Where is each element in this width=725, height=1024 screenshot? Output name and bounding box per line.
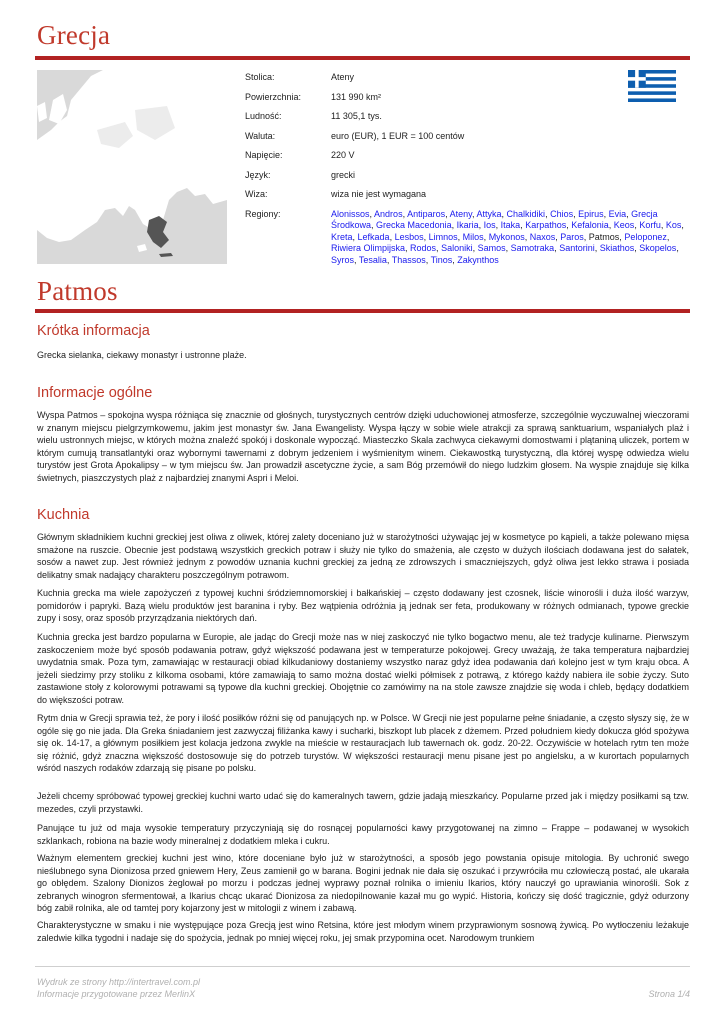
region-link[interactable]: Korfu xyxy=(639,220,661,230)
region-link[interactable]: Tesalia xyxy=(358,254,387,265)
greek-flag-icon xyxy=(628,70,676,102)
region-link[interactable]: Keos xyxy=(613,220,635,230)
fact-label: Wiza: xyxy=(245,189,268,199)
region-link[interactable]: Paros xyxy=(560,231,584,242)
region-link[interactable]: Itaka xyxy=(500,220,521,230)
fact-label: Waluta: xyxy=(245,130,276,141)
region-link[interactable]: Epirus xyxy=(578,208,604,219)
region-link[interactable]: Kreta xyxy=(331,231,353,242)
fact-value: 11 305,1 tys. xyxy=(331,111,382,121)
cuisine-paragraph: Rytm dnia w Grecji sprawia też, że pory i ilość posiłków różni się od panujących np. w Polsce. W Grecji nie jest popularne pełne śniadanie, a często słyszy się, że w ogóle się go nie jada. Dla Greka śniadaniem jest zazwyczaj filiżanka kawy i sucharki, biszkopt lub placek z dżemem. Przed południem kiedy dokucza głód spożywa się ok. 14-17, a głównym posiłkiem jest kolacja jedzona zwykle na mieście w restauracjach lub tawernach ok. godz. 20-22. Oczywiście w hotelach rytm ten może się różnić, gdyż znaczna większość dostosowuje się do potrzeb turystów. W większości restauracji menu pisane jest po angielsku, a w kurortach popularnych wśród naszych rodaków zdarzają się pisane po polsku. xyxy=(37,713,689,774)
region-link[interactable]: Saloniki xyxy=(441,243,473,253)
general-info-heading: Informacje ogólne xyxy=(37,385,153,401)
region-link[interactable]: Tinos xyxy=(430,254,453,265)
footer-page-number: Strona 1/4 xyxy=(648,989,690,999)
facts-row xyxy=(245,189,690,209)
region-link[interactable]: Thassos xyxy=(391,254,426,265)
region-link[interactable]: Chalkidiki xyxy=(506,208,546,219)
region-link[interactable]: Andros xyxy=(374,208,403,219)
region-link[interactable]: Riwiera Olimpijska xyxy=(331,243,406,253)
region-link[interactable]: Skopelos xyxy=(639,243,677,253)
short-info-text: Grecka sielanka, ciekawy monastyr i ustronne plaże. xyxy=(37,350,247,360)
destination-title: Patmos xyxy=(37,276,118,306)
cuisine-paragraph: Ważnym elementem greckiej kuchni jest wino, które doceniane było już w starożytności, a sposób jego powstania opisuje mitologia. By uchronić swego nieślubnego syna Dionizosa przed gniewem Hery, Zeus zamienił go w barana. Bogini jednak nie dała się oszukać i przywróciła mu człowieczą postać, ale ukarała go obłędem. Szalony Dionizos żeglował po morzu i podczas jednej wyprawy poznał rolnika o imieniu Ikarios, który nauczył go uprawiania winorośli. Sok z zebranych winogron sfermentował, a Ikarius chcąc ukarać Dionizosa za niedopilnowanie kazał mu go wypić. Historia, kończy się dość tragicznie, gdyż odurzony bóg zabił rolnika, ale od tamtej pory kojarzony jest w mitologii z winem i zabawą. xyxy=(37,853,689,914)
facts-row xyxy=(245,131,690,151)
region-link[interactable]: Lefkada xyxy=(357,231,390,242)
region-link[interactable]: Kos xyxy=(665,220,682,230)
region-link[interactable]: Rodos xyxy=(410,243,437,253)
cuisine-heading: Kuchnia xyxy=(37,507,90,523)
region-link[interactable]: Ateny xyxy=(449,208,472,219)
fact-label: Język: xyxy=(245,169,271,180)
region-link[interactable]: Limnos xyxy=(428,231,458,242)
fact-value: Ateny xyxy=(331,72,355,82)
region-link[interactable]: Samotraka xyxy=(510,243,555,253)
fact-value: grecki xyxy=(331,169,356,180)
footer-prepared: Informacje przygotowane przez MerlinX xyxy=(37,989,196,999)
cuisine-paragraph: Jeżeli chcemy spróbować typowej greckiej kuchni warto udać się do kameralnych tawern, gdzie jadają mieszkańcy. Popularne przed jak i między posiłkami są tzw. mezedes, czyli przystawki. xyxy=(37,791,689,814)
facts-row xyxy=(245,170,690,190)
general-info-text: Wyspa Patmos – spokojna wyspa różniąca się znacznie od głośnych, turystycznych centrów dzięki uduchowionej atmosferze, szczególnie wyczuwalnej wieczorami w znanym miejscu pielgrzymkowemu, jakim jest monastyr św. Jana Ewangelisty. Wyspa łączy w sobie wiele atrakcji za sprawą sanktuarium, wspaniałych plaż i wielu ustronnych miejsc, w których można znaleźć spokój i doskonale wypocząć. Miasteczko Skala zachwyca ciekawymi domostwami i plątaniną uliczek, portem w którym cumują transatlantyki oraz wybornymi tawernami z dobrym jedzeniem i wyśmienitym winem. Ciekawostką turystyczną, dla której wyspę odwiedza wielu turystów jest Grota Apokalipsy – w tym miejscu św. Jan prowadził ascetyczne życie, a sam Bóg przemówił do niego ludzkim głosem. Na wyspie znajduje się kilka świetnych, piaszczystych plaż z najbardziej znanymi Aspri i Meloi. xyxy=(37,410,689,483)
cuisine-paragraph: Kuchnia grecka ma wiele zapożyczeń z typowej kuchni śródziemnomorskiej i bałkańskiej – często dodawany jest czosnek, liście winorośli i duża ilość warzyw, pomidorów i papryki. Bazą wielu produktów jest baranina i ryby. Bez wątpienia odróżnia ją jednak ser feta, produkowany w różnych odmianach, typowe greckie zupy i sosy, oraz sposób przyrządzania niektórych dań. xyxy=(37,588,689,624)
region-link[interactable]: Karpathos xyxy=(525,220,567,230)
region-link[interactable]: Mykonos xyxy=(488,231,525,242)
facts-row xyxy=(245,150,690,170)
cuisine-paragraph: Panujące tu już od maja wysokie temperatury przyczyniają się do rosnącej popularności kawy przygotowanej na zimno – Frappe – podawanej w wysokich szklankach, robiona na bazie wody mineralnej z dodatkiem mleka i cukru. xyxy=(37,823,689,846)
facts-body xyxy=(245,72,690,274)
short-info-heading: Krótka informacja xyxy=(37,323,150,339)
region-link[interactable]: Grecka Macedonia xyxy=(376,220,452,230)
region-link[interactable]: Ios xyxy=(483,220,496,230)
country-title: Grecja xyxy=(37,20,111,50)
fact-label: Powierzchnia: xyxy=(245,91,302,102)
region-link[interactable]: Milos xyxy=(462,231,484,242)
region-link[interactable]: Zakynthos xyxy=(457,254,499,265)
region-link[interactable]: Skiathos xyxy=(599,243,635,253)
footer-source: Wydruk ze strony http://intertravel.com.pl xyxy=(37,977,201,987)
region-link: Patmos xyxy=(588,231,620,242)
footer-rule xyxy=(35,966,690,967)
fact-value: euro (EUR), 1 EUR = 100 centów xyxy=(331,130,465,141)
fact-label: Stolica: xyxy=(245,72,275,82)
regions-label: Regiony: xyxy=(245,208,281,219)
region-link[interactable]: Grecja Środkowa xyxy=(331,208,658,230)
destination-rule xyxy=(35,309,690,313)
region-link[interactable]: Attyka xyxy=(476,208,502,219)
facts-row xyxy=(245,92,690,112)
fact-label: Ludność: xyxy=(245,111,282,121)
facts-row xyxy=(245,72,690,92)
fact-value: 220 V xyxy=(331,150,355,160)
region-link[interactable]: Kefalonia xyxy=(571,220,609,230)
cuisine-paragraph: Głównym składnikiem kuchni greckiej jest oliwa z oliwek, której zalety doceniano już w starożytności używając jej w kosmetyce po kąpieli, a także polewano mięsa smażone na ruszcie. Obecnie jest podstawą wszystkich greckich potraw i służy nie tylko do smażenia, ale często w dużych ilościach dodawana jest do sałatek, sosów a nawet zup. Jest również jednym z powodów uznania kuchni greckiej za jedną ze zdrowszych i smaczniejszych, gdyż oliwa jest lekko strawa i posiada delikatny smak nadający charakteru poszczególnym potrawom. xyxy=(37,532,689,580)
country-facts-table xyxy=(245,72,690,274)
europe-map-image xyxy=(37,70,227,264)
facts-row-regions xyxy=(245,209,690,275)
region-link[interactable]: Evia xyxy=(608,208,627,219)
region-link[interactable]: Samos xyxy=(477,243,506,253)
region-link[interactable]: Naxos xyxy=(529,231,556,242)
region-link[interactable]: Peloponez xyxy=(624,231,667,242)
title-rule xyxy=(35,56,690,60)
fact-label: Napięcie: xyxy=(245,150,283,160)
fact-value: wiza nie jest wymagana xyxy=(331,189,427,199)
region-link[interactable]: Chios xyxy=(550,208,574,219)
region-link[interactable]: Santorini xyxy=(559,243,595,253)
regions-list: Alonissos, Andros, Antiparos, Ateny, Attyka, Chalkidiki, Chios, Epirus, Evia, Grecja Środkowa, Grecka Macedonia, Ikaria, Ios, Itaka, Karpathos, Kefalonia, Keos, Korfu, Kos, Kreta, Lefkada, Lesbos, Limnos, Milos, Mykonos, Naxos, Paros, Patmos, Peloponez, Riwiera Olimpijska, Rodos, Saloniki, Samos, Samotraka, Santorini, Skiathos, Skopelos, Syros, Tesalia, Thassos, Tinos, Zakynthos xyxy=(331,208,684,265)
fact-value: 131 990 km² xyxy=(331,91,382,102)
facts-row xyxy=(245,111,690,131)
region-link[interactable]: Alonissos xyxy=(331,208,370,219)
region-link[interactable]: Syros xyxy=(331,254,355,265)
region-link[interactable]: Ikaria xyxy=(456,220,479,230)
cuisine-paragraph: Charakterystyczne w smaku i nie występujące poza Grecją jest wino Retsina, które jest młodym winem przyprawionym sosnową żywicą. Po wytłoczeniu leżakuje zaledwie kilka tygodni i nadaje się do spożycia, jednak po mniej więcej roku, jej smak przypomina ocet. Narodowym trunkiem xyxy=(37,920,689,943)
region-link[interactable]: Antiparos xyxy=(407,208,446,219)
region-link[interactable]: Lesbos xyxy=(394,231,424,242)
cuisine-paragraph: Kuchnia grecka jest bardzo popularna w Europie, ale jadąc do Grecji może nas w niej zaskoczyć nie tylko bogactwo menu, ale też tradycje kulinarne. Pierwszym zaskoczeniem może być sposób podawania potraw, gdyż większość podawana jest w temperaturze pokojowej. Grecy uważają, że taka temperatura najbardziej uwydatnia smak. Poza tym, zamawiając w restauracji obiad kilkudaniowy dostaniemy wszystko naraz gdyż idea podawania dań kolejno jest w tym kraju obca. A jeżeli siedzimy przy stoliku z kilkoma osobami, które zamawiają to samo można dostać wielki półmisek z potrawą, z którego każdy nabiera ile sobie życzy. Suto zastawione stoły z kolorowymi potrawami są typowe dla kuchni greckiej. Obojętnie co zamówimy na na stole zawsze znajdzie się woda i chleb, będący dodatkiem do większości potraw. xyxy=(37,632,689,705)
